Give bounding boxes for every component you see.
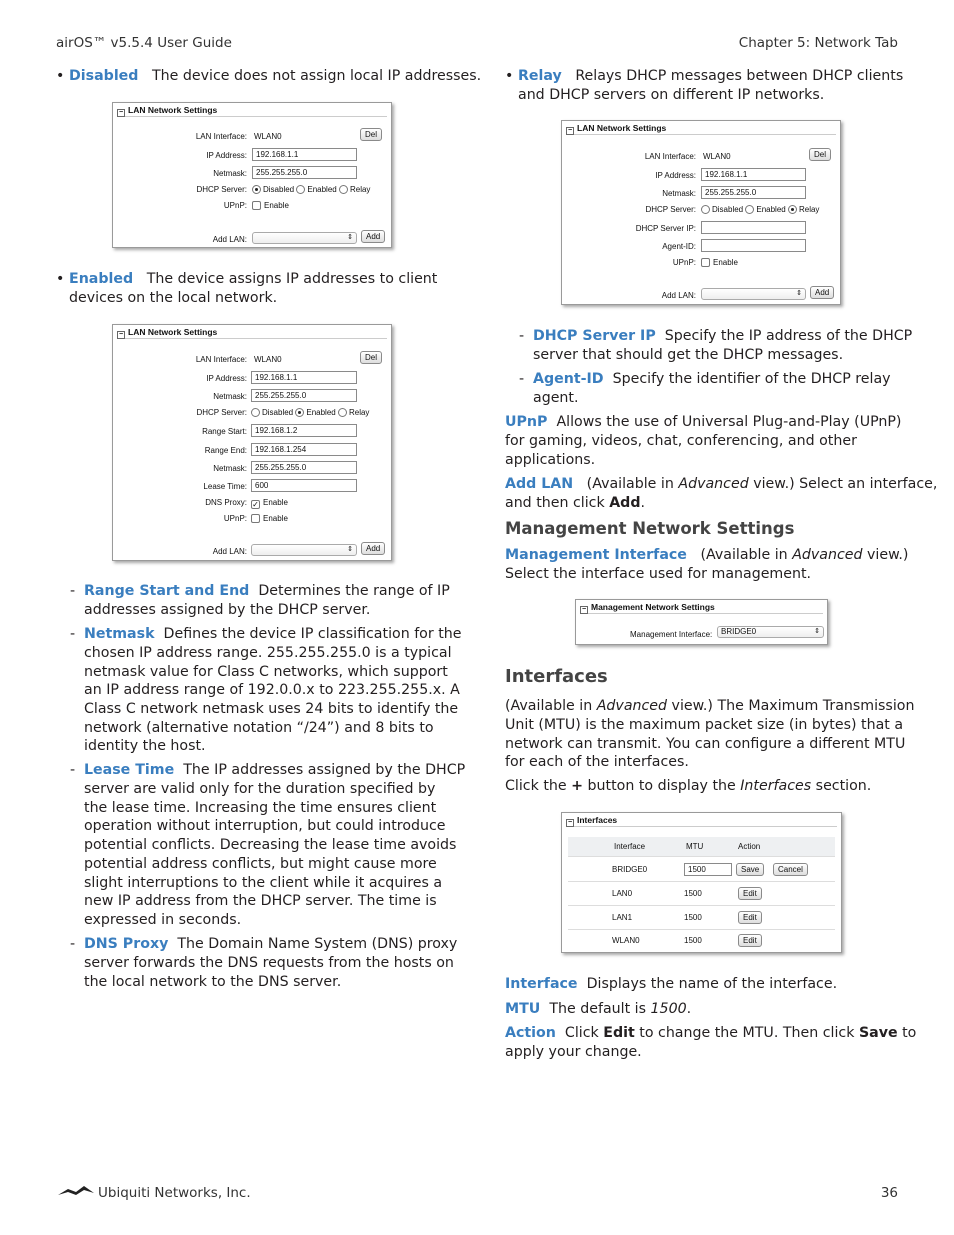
text-line: Unit (MTU) is the maximum packet size (in bytes) that a (505, 716, 904, 733)
agent-id-input[interactable] (701, 239, 806, 252)
value: WLAN0 (254, 132, 282, 141)
updown-icon: ⇕ (814, 628, 820, 635)
del-button[interactable]: Del (360, 351, 382, 364)
column-header: MTU (686, 842, 704, 851)
text-line: server that should get the DHCP messages. (533, 347, 844, 363)
term-management-interface: Management Interface (505, 547, 687, 563)
label: Range Start: (202, 427, 247, 436)
term-netmask: Netmask (84, 626, 155, 642)
option-label: Enable (713, 258, 738, 267)
panel-title: LAN Network Settings (577, 123, 667, 133)
label: LAN Interface: (644, 152, 696, 161)
text-line: addresses assigned by the DHCP server. (84, 602, 371, 618)
text-line: Defines the device IP classification for the (163, 626, 462, 642)
text-line: for gaming, videos, chat, conferencing, and other (505, 432, 857, 449)
text-line: chosen IP address range. 255.255.255.0 is a typical (84, 645, 452, 661)
interface-name: WLAN0 (612, 936, 640, 945)
ubiquiti-logo-icon (56, 1183, 96, 1199)
text-line: the local network to the DNS server. (84, 974, 342, 990)
term-mtu: MTU (505, 1001, 541, 1017)
term-upnp: UPnP (505, 414, 548, 430)
ip-input[interactable]: 192.168.1.1 (701, 168, 806, 181)
text-bold: Save (858, 1025, 898, 1041)
add-lan-select[interactable] (251, 544, 357, 556)
column-header: Action (738, 842, 761, 851)
text-line: for each of the interfaces. (505, 754, 689, 771)
text: section. (811, 778, 872, 794)
text-line: an IP address range of 192.0.0.x to 223.255.255.x. A (84, 682, 460, 698)
panel-title: Interfaces (577, 815, 618, 825)
term-agent-id: Agent-ID (533, 371, 604, 387)
netmask-input[interactable]: 255.255.255.0 (251, 389, 357, 402)
collapse-icon[interactable]: − (118, 331, 124, 338)
del-button[interactable]: Del (809, 148, 831, 161)
range-start-input[interactable]: 192.168.1.2 (251, 424, 357, 437)
label: Netmask: (213, 464, 247, 473)
option-label: Enabled (756, 205, 786, 214)
text-line: applications. (505, 451, 596, 468)
save-button[interactable]: Save (736, 863, 764, 876)
lan-settings-panel-disabled (112, 102, 392, 248)
text-italic: Advanced (678, 476, 749, 492)
option-label: Enable (264, 201, 289, 210)
text: Click the (505, 778, 572, 794)
text-italic: Interfaces (740, 778, 812, 794)
text-line: server forwards the DNS requests from the hosts on (84, 955, 454, 971)
label: IP Address: (206, 151, 247, 160)
edit-button[interactable]: Edit (738, 911, 762, 924)
text: (Available in (505, 698, 597, 714)
term-dhcp-server-ip: DHCP Server IP (533, 328, 656, 344)
dhcp-radio-group[interactable] (701, 205, 819, 215)
term-range: Range Start and End (84, 583, 250, 599)
plus-symbol: + (571, 778, 583, 794)
radio-icon[interactable] (252, 185, 261, 194)
option-label: Relay (798, 205, 820, 214)
add-button[interactable]: Add (810, 286, 834, 299)
collapse-icon[interactable]: − (567, 127, 573, 134)
text-line: Allows the use of Universal Plug-and-Play (UPnP) (556, 414, 902, 430)
mtu-value: 1500 (684, 913, 702, 922)
label: DHCP Server: (645, 205, 696, 214)
disabled-text: The device does not assign local IP addresses. (152, 68, 482, 84)
action-definition (505, 1024, 917, 1062)
management-settings-panel (575, 599, 828, 645)
netmask-input[interactable]: 255.255.255.0 (252, 166, 357, 179)
label: Management Interface: (630, 630, 713, 639)
edit-button[interactable]: Edit (738, 887, 762, 900)
text: The default is (549, 1001, 651, 1017)
term-enabled: Enabled (69, 271, 134, 287)
updown-icon: ⇕ (347, 546, 353, 553)
table-row (568, 883, 835, 906)
column-header: Interface (614, 842, 646, 851)
text-line: expressed in seconds. (84, 912, 242, 928)
interface-name: LAN0 (612, 889, 633, 898)
text-line: new IP address from the DHCP server. The time is (84, 893, 437, 909)
value: WLAN0 (703, 152, 731, 161)
option-label: Enabled (306, 408, 336, 417)
dhcp-server-ip-input[interactable] (701, 221, 806, 234)
table-header (568, 837, 835, 857)
interface-definition (505, 975, 905, 994)
mtu-definition (505, 1000, 905, 1019)
text-line: Select the interface used for management. (505, 565, 812, 582)
label: UPnP: (672, 258, 696, 267)
collapse-icon[interactable]: − (581, 606, 587, 613)
text: view.) (862, 547, 909, 563)
table-row (568, 930, 835, 953)
value: WLAN0 (254, 355, 282, 364)
text-italic: Advanced (596, 698, 668, 714)
add-lan-select[interactable] (252, 232, 357, 244)
page-number: 36 (880, 1185, 898, 1201)
label: Netmask: (662, 189, 696, 198)
text-line: The IP addresses assigned by the DHCP (183, 762, 466, 778)
dhcp-radio-group[interactable] (252, 185, 370, 195)
text-line: netmask value for Class C networks, which support (84, 664, 448, 680)
radio-icon[interactable] (701, 205, 710, 214)
text-line: Specify the identifier of the DHCP relay (612, 371, 891, 387)
text-line: The Domain Name System (DNS) proxy (177, 936, 458, 952)
text-italic: Advanced (792, 547, 863, 563)
interfaces-heading: Interfaces (505, 666, 608, 687)
option-label: Disabled (262, 408, 294, 417)
label: Add LAN: (212, 235, 247, 244)
text-italic: 1500 (650, 1001, 687, 1017)
doc-header-title: airOS™ v5.5.4 User Guide (56, 35, 232, 51)
radio-icon[interactable] (338, 408, 347, 417)
option-label: Relay (349, 185, 371, 194)
label: DHCP Server: (196, 408, 247, 417)
mtu-input[interactable]: 1500 (684, 863, 732, 876)
label: DHCP Server IP: (635, 224, 696, 233)
text: button to display the (583, 778, 741, 794)
mtu-value: 1500 (684, 889, 702, 898)
text: . (686, 1001, 692, 1017)
updown-icon: ⇕ (347, 234, 353, 241)
panel-title: Management Network Settings (591, 602, 715, 612)
term-disabled: Disabled (69, 68, 139, 84)
text-line: potential address conflicts, but might cause more (84, 856, 437, 872)
add-lan-select[interactable] (701, 288, 806, 300)
interfaces-click-instruction (505, 777, 905, 796)
term-lease: Lease Time (84, 762, 175, 778)
label: LAN Interface: (195, 132, 247, 141)
label: Range End: (204, 446, 247, 455)
text: Displays the name of the interface. (586, 976, 838, 992)
label: DHCP Server: (196, 185, 247, 194)
text-line: identity the host. (84, 738, 206, 754)
term-dns: DNS Proxy (84, 936, 169, 952)
table-row (568, 907, 835, 930)
text-line: agent. (533, 390, 579, 406)
text: and then click (505, 494, 610, 511)
radio-icon[interactable] (296, 185, 305, 194)
text: view.) The Maximum Transmission (667, 698, 915, 714)
label: LAN Interface: (195, 355, 247, 364)
management-interface-item (505, 546, 909, 584)
add-button[interactable]: Add (361, 542, 385, 555)
management-heading: Management Network Settings (505, 519, 795, 538)
label: Lease Time: (203, 482, 247, 491)
radio-icon[interactable] (788, 205, 797, 214)
text-line: the lease time. Increasing the time ensures client (84, 800, 437, 816)
checkbox-icon[interactable] (701, 258, 710, 267)
text-line: potential conflicts. Decreasing the lease time avoids (84, 837, 457, 853)
panel-title: LAN Network Settings (128, 327, 218, 337)
term-interface: Interface (505, 976, 578, 992)
footer-company: Ubiquiti Networks, Inc. (98, 1185, 251, 1201)
add-button[interactable]: Add (361, 230, 385, 243)
text-line: slight interruptions to the client while it acquires a (84, 875, 443, 891)
text: view.) Select an interface, (748, 476, 938, 492)
text-line: Class C network netmask uses 24 bits to identify the (84, 701, 459, 717)
label: UPnP: (223, 514, 247, 523)
option-label: Enabled (307, 185, 337, 194)
checkbox-checked-icon[interactable]: ✓ (252, 500, 259, 509)
label: IP Address: (206, 374, 247, 383)
panel-title: LAN Network Settings (128, 105, 218, 115)
interface-name: BRIDGE0 (612, 865, 648, 874)
select-value: BRIDGE0 (721, 627, 757, 636)
radio-icon[interactable] (339, 185, 348, 194)
ip-input[interactable]: 192.168.1.1 (252, 148, 357, 161)
collapse-icon[interactable]: − (567, 819, 573, 826)
text: to (897, 1025, 917, 1041)
text-bold: Add (609, 494, 641, 511)
netmask-input[interactable]: 255.255.255.0 (701, 186, 806, 199)
label: Add LAN: (212, 547, 247, 556)
text: to change the MTU. Then click (634, 1025, 859, 1041)
radio-icon[interactable] (295, 408, 304, 417)
lan-settings-panel-relay (561, 120, 841, 305)
enabled-text: The device assigns IP addresses to client (146, 271, 438, 287)
mtu-value: 1500 (684, 936, 702, 945)
interfaces-description (505, 697, 915, 772)
label: Agent-ID: (662, 242, 696, 251)
text: (Available in (700, 547, 793, 563)
label: IP Address: (655, 171, 696, 180)
cancel-button[interactable]: Cancel (773, 863, 808, 876)
text-line: operation without interruption, but could introduce (84, 818, 446, 834)
text-line: Determines the range of IP (258, 583, 450, 599)
enabled-text: devices on the local network. (69, 290, 278, 306)
text-bold: Edit (603, 1025, 635, 1041)
option-label: Enable (263, 498, 288, 507)
option-label: Disabled (712, 205, 744, 214)
label: Add LAN: (661, 291, 696, 300)
management-interface-select[interactable] (717, 626, 824, 638)
add-lan-item (505, 475, 938, 513)
option-label: Disabled (263, 185, 295, 194)
ip-input[interactable]: 192.168.1.1 (251, 371, 357, 384)
label: UPnP: (223, 201, 247, 210)
text-line: Specify the IP address of the DHCP (664, 328, 913, 344)
text-line: network can transmit. You can configure a different MTU (505, 735, 906, 752)
term-action: Action (505, 1025, 556, 1041)
upnp-item (505, 413, 905, 469)
text-line: apply your change. (505, 1043, 642, 1060)
text: . (640, 494, 646, 511)
checkbox-icon[interactable] (251, 514, 260, 523)
interface-name: LAN1 (612, 913, 633, 922)
radio-icon[interactable] (251, 408, 260, 417)
text-line: and DHCP servers on different IP networks. (518, 87, 825, 103)
edit-button[interactable]: Edit (738, 934, 762, 947)
chapter-title: Chapter 5: Network Tab (738, 35, 898, 51)
updown-icon: ⇕ (796, 290, 802, 297)
lan-settings-panel-enabled (112, 324, 392, 561)
collapse-icon[interactable]: − (118, 109, 124, 116)
text-line: Relays DHCP messages between DHCP clients (575, 68, 904, 84)
term-relay: Relay (518, 68, 562, 84)
text-line: server are valid only for the duration specified by (84, 781, 436, 797)
term-add-lan: Add LAN (505, 476, 574, 492)
text-line: network (alternative notation “/24”) and 8 bits to (84, 720, 434, 736)
dhcp-radio-group[interactable] (251, 408, 369, 418)
label: Netmask: (213, 392, 247, 401)
label: Netmask: (213, 169, 247, 178)
option-label: Enable (263, 514, 288, 523)
checkbox-icon[interactable] (252, 201, 261, 210)
netmask-input[interactable]: 255.255.255.0 (251, 461, 357, 474)
text: Click (564, 1025, 604, 1041)
text: (Available in (586, 476, 679, 492)
del-button[interactable]: Del (360, 128, 382, 141)
range-end-input[interactable]: 192.168.1.254 (251, 443, 357, 456)
table-row (568, 859, 835, 882)
option-label: Relay (348, 408, 370, 417)
lease-time-input[interactable]: 600 (251, 479, 357, 492)
radio-icon[interactable] (745, 205, 754, 214)
interfaces-panel (561, 812, 842, 953)
label: DNS Proxy: (205, 498, 247, 507)
